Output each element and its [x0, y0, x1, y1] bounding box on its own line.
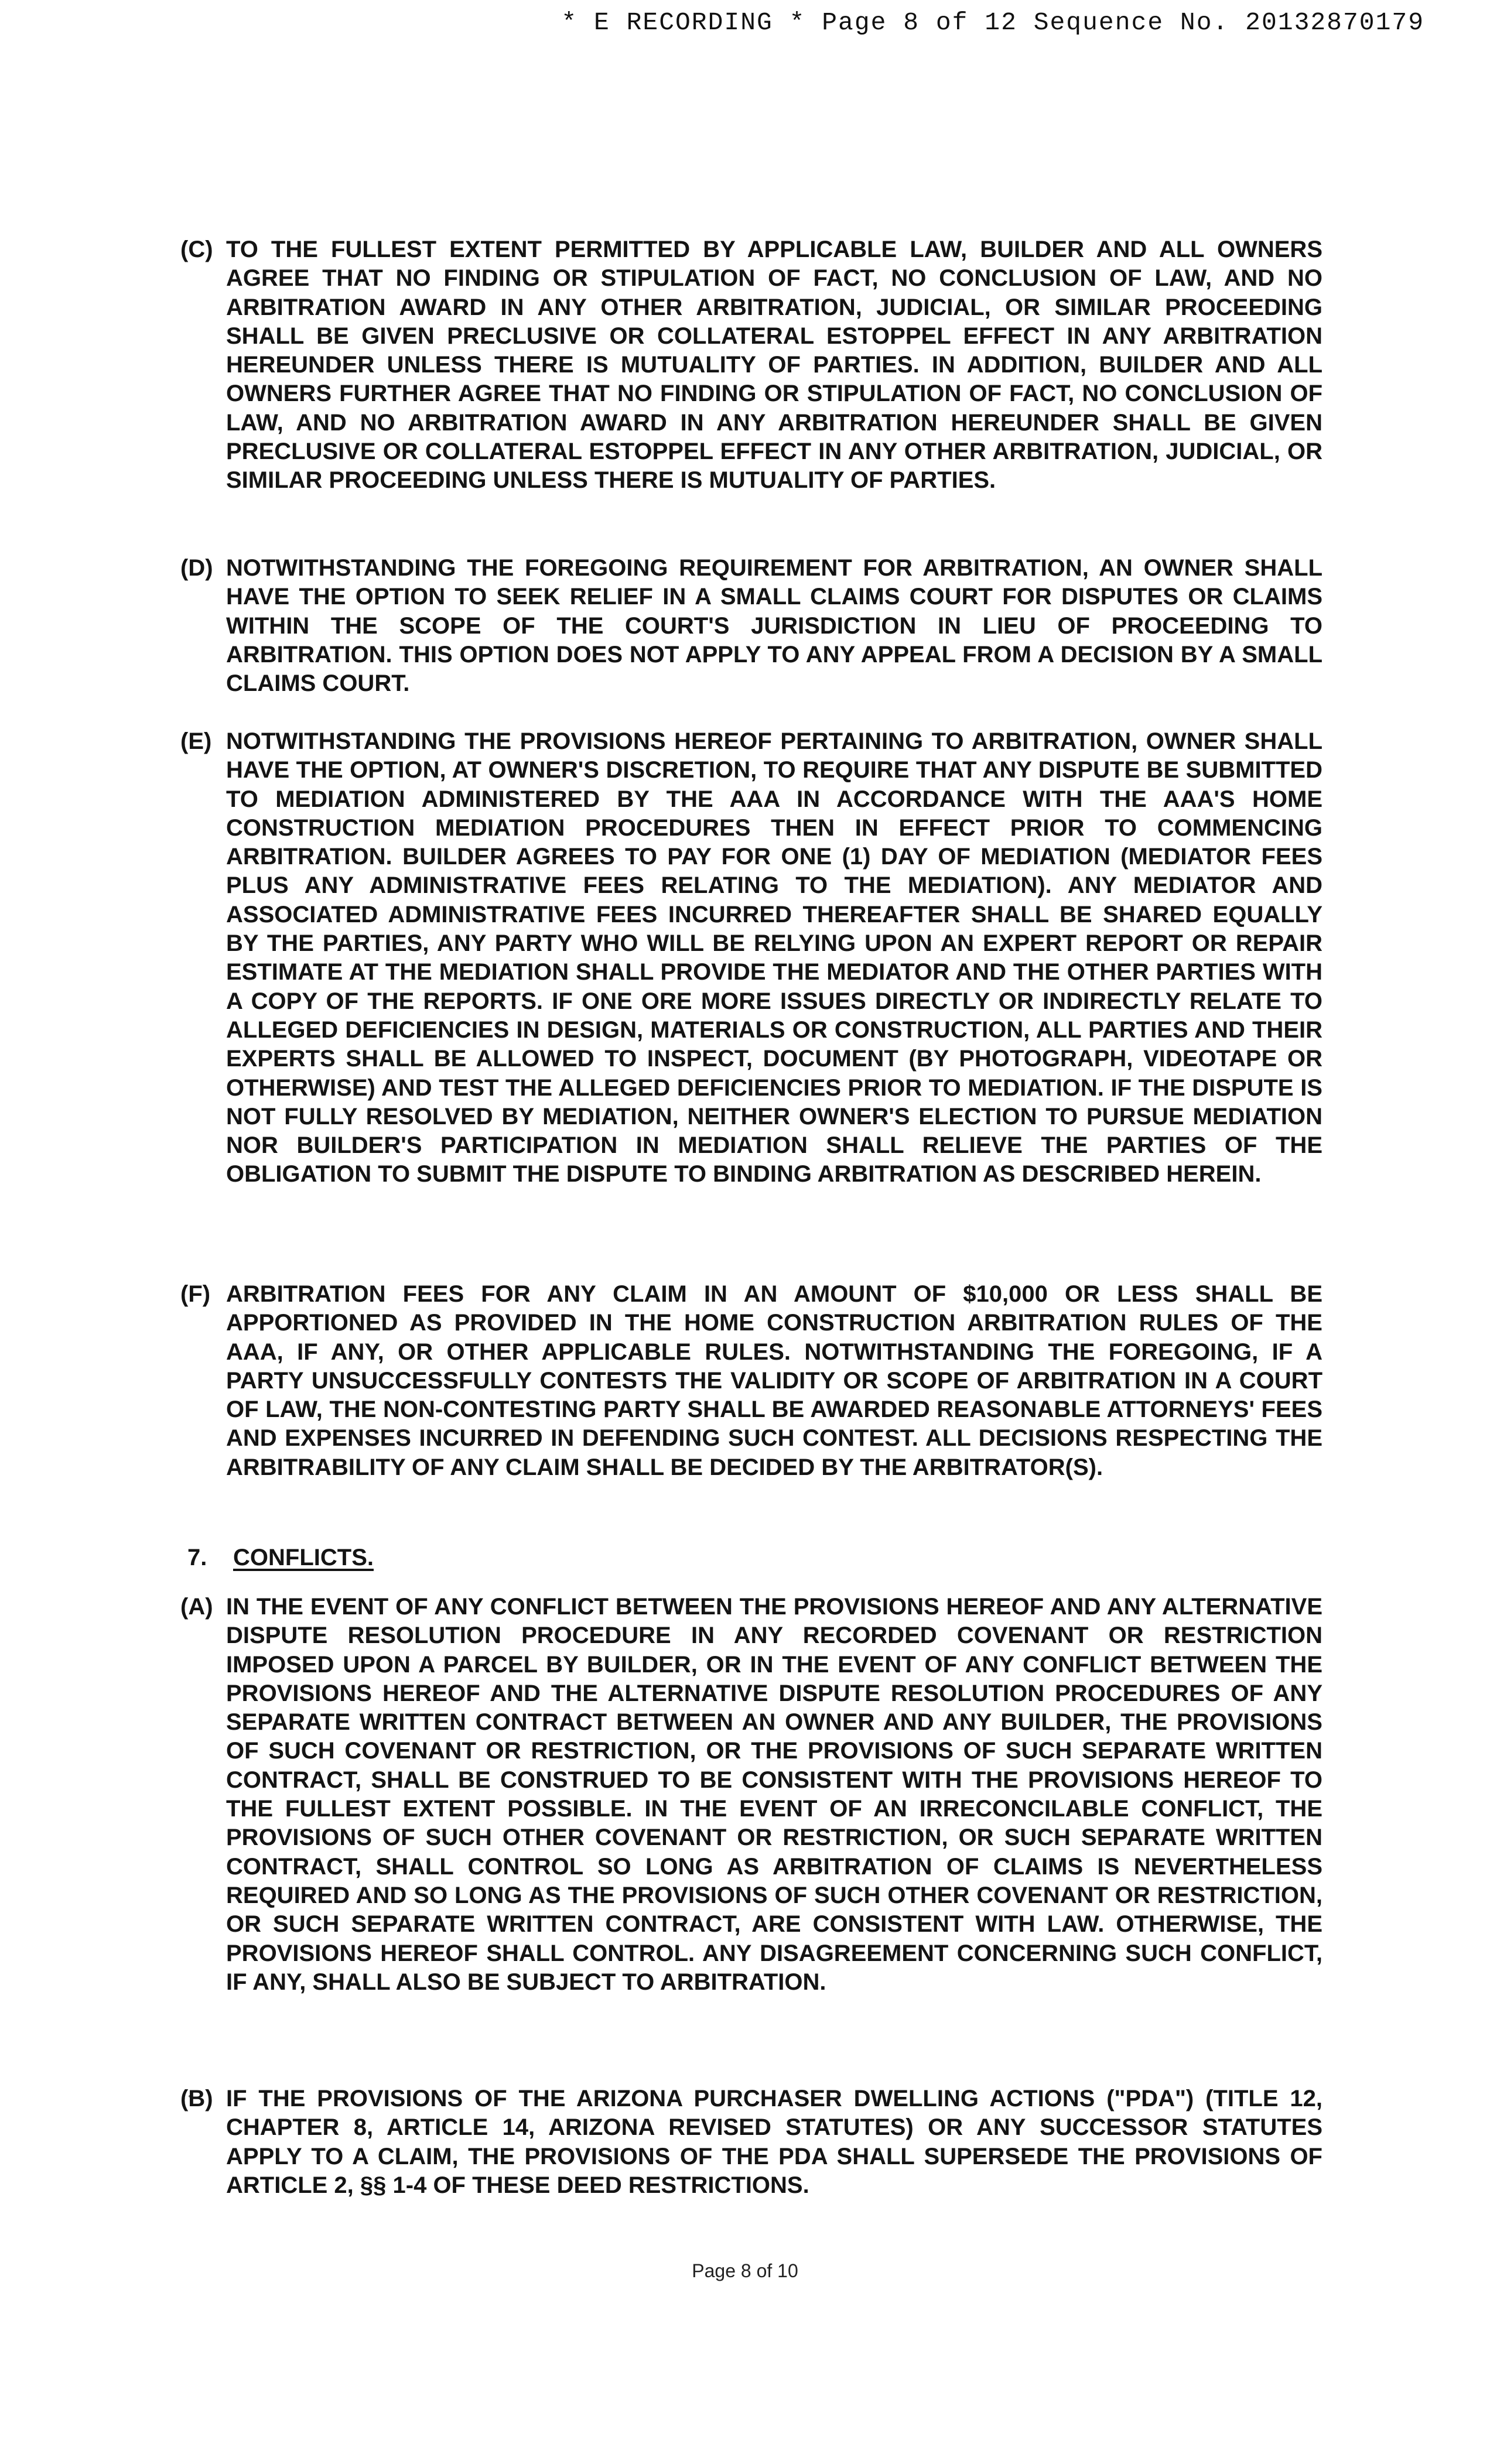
paragraph-label: (D) — [180, 555, 213, 581]
section-heading — [187, 1544, 374, 1572]
paragraph-d — [180, 554, 1322, 698]
paragraph-7a — [180, 1593, 1322, 1997]
recording-header: * E RECORDING * Page 8 of 12 Sequence No. 20132870179 — [561, 8, 1424, 37]
paragraph-7b — [180, 2085, 1322, 2200]
paragraph-text: TO THE FULLEST EXTENT PERMITTED BY APPLICABLE LAW, BUILDER AND ALL OWNERS AGREE THAT NO FINDING OR STIPULATION OF FACT, NO CONCLUSION OF LAW, AND NO ARBITRATION AWARD IN ANY OTHER ARBITRATION, JUDICIAL, OR SIMILAR PROCEEDING SHALL BE GIVEN PRECLUSIVE OR COLLATERAL ESTOPPEL EFFECT IN ANY ARBITRATION HEREUNDER UNLESS THERE IS MUTUALITY OF PARTIES. IN ADDITION, BUILDER AND ALL OWNERS FURTHER AGREE THAT NO FINDING OR STIPULATION OF FACT, NO CONCLUSION OF LAW, AND NO ARBITRATION AWARD IN ANY ARBITRATION HEREUNDER SHALL BE GIVEN PRECLUSIVE OR COLLATERAL ESTOPPEL EFFECT IN ANY OTHER ARBITRATION, JUDICIAL, OR SIMILAR PROCEEDING UNLESS THERE IS MUTUALITY OF PARTIES. — [226, 237, 1322, 494]
paragraph-text: IN THE EVENT OF ANY CONFLICT BETWEEN THE PROVISIONS HEREOF AND ANY ALTERNATIVE DISPUTE RESOLUTION PROCEDURE IN ANY RECORDED COVENANT OR RESTRICTION IMPOSED UPON A PARCEL BY BUILDER, OR IN THE EVENT OF ANY CONFLICT BETWEEN THE PROVISIONS HEREOF AND THE ALTERNATIVE DISPUTE RESOLUTION PROCEDURES OF ANY SEPARATE WRITTEN CONTRACT BETWEEN AN OWNER AND ANY BUILDER, THE PROVISIONS OF SUCH COVENANT OR RESTRICTION, OR THE PROVISIONS OF SUCH SEPARATE WRITTEN CONTRACT, SHALL BE CONSTRUED TO BE CONSISTENT WITH THE PROVISIONS HEREOF TO THE FULLEST EXTENT POSSIBLE. IN THE EVENT OF AN IRRECONCILABLE CONFLICT, THE PROVISIONS OF SUCH OTHER COVENANT OR RESTRICTION, OR SUCH SEPARATE WRITTEN CONTRACT, SHALL CONTROL SO LONG AS ARBITRATION OF CLAIMS IS NEVERTHELESS REQUIRED AND SO LONG AS THE PROVISIONS OF SUCH OTHER COVENANT OR RESTRICTION, OR SUCH SEPARATE WRITTEN CONTRACT, ARE CONSISTENT WITH LAW. OTHERWISE, THE PROVISIONS HEREOF SHALL CONTROL. ANY DISAGREEMENT CONCERNING SUCH CONFLICT, IF ANY, SHALL ALSO BE SUBJECT TO ARBITRATION. — [226, 1594, 1322, 1995]
paragraph-c — [180, 235, 1322, 495]
paragraph-text: ARBITRATION FEES FOR ANY CLAIM IN AN AMOUNT OF $10,000 OR LESS SHALL BE APPORTIONED AS PROVIDED IN THE HOME CONSTRUCTION ARBITRATION RULES OF THE AAA, IF ANY, OR OTHER APPLICABLE RULES. NOTWITHSTANDING THE FOREGOING, IF A PARTY UNSUCCESSFULLY CONTESTS THE VALIDITY OR SCOPE OF ARBITRATION IN A COURT OF LAW, THE NON-CONTESTING PARTY SHALL BE AWARDED REASONABLE ATTORNEYS' FEES AND EXPENSES INCURRED IN DEFENDING SUCH CONTEST. ALL DECISIONS RESPECTING THE ARBITRABILITY OF ANY CLAIM SHALL BE DECIDED BY THE ARBITRATOR(S). — [226, 1281, 1322, 1480]
page-footer: Page 8 of 10 — [692, 2260, 798, 2281]
section-number: 7. — [187, 1545, 207, 1570]
paragraph-e — [180, 727, 1322, 1189]
paragraph-text: NOTWITHSTANDING THE PROVISIONS HEREOF PERTAINING TO ARBITRATION, OWNER SHALL HAVE THE OPTION, AT OWNER'S DISCRETION, TO REQUIRE THAT ANY DISPUTE BE SUBMITTED TO MEDIATION ADMINISTERED BY THE AAA IN ACCORDANCE WITH THE AAA'S HOME CONSTRUCTION MEDIATION PROCEDURES THEN IN EFFECT PRIOR TO COMMENCING ARBITRATION. BUILDER AGREES TO PAY FOR ONE (1) DAY OF MEDIATION (MEDIATOR FEES PLUS ANY ADMINISTRATIVE FEES RELATING TO THE MEDIATION). ANY MEDIATOR AND ASSOCIATED ADMINISTRATIVE FEES INCURRED THEREAFTER SHALL BE SHARED EQUALLY BY THE PARTIES, ANY PARTY WHO WILL BE RELYING UPON AN EXPERT REPORT OR REPAIR ESTIMATE AT THE MEDIATION SHALL PROVIDE THE MEDIATOR AND THE OTHER PARTIES WITH A COPY OF THE REPORTS. IF ONE ORE MORE ISSUES DIRECTLY OR INDIRECTLY RELATE TO ALLEGED DEFICIENCIES IN DESIGN, MATERIALS OR CONSTRUCTION, ALL PARTIES AND THEIR EXPERTS SHALL BE ALLOWED TO INSPECT, DOCUMENT (BY PHOTOGRAPH, VIDEOTAPE OR OTHERWISE) AND TEST THE ALLEGED DEFICIENCIES PRIOR TO MEDIATION. IF THE DISPUTE IS NOT FULLY RESOLVED BY MEDIATION, NEITHER OWNER'S ELECTION TO PURSUE MEDIATION NOR BUILDER'S PARTICIPATION IN MEDIATION SHALL RELIEVE THE PARTIES OF THE OBLIGATION TO SUBMIT THE DISPUTE TO BINDING ARBITRATION AS DESCRIBED HEREIN. — [226, 728, 1322, 1187]
paragraph-label: (B) — [180, 2086, 213, 2111]
paragraph-label: (F) — [180, 1281, 211, 1307]
paragraph-label: (C) — [180, 237, 213, 262]
paragraph-text: NOTWITHSTANDING THE FOREGOING REQUIREMENT FOR ARBITRATION, AN OWNER SHALL HAVE THE OPTION TO SEEK RELIEF IN A SMALL CLAIMS COURT FOR DISPUTES OR CLAIMS WITHIN THE SCOPE OF THE COURT'S JURISDICTION IN LIEU OF PROCEEDING TO ARBITRATION. THIS OPTION DOES NOT APPLY TO ANY APPEAL FROM A DECISION BY A SMALL CLAIMS COURT. — [226, 555, 1322, 697]
paragraph-label: (A) — [180, 1594, 213, 1620]
paragraph-text: IF THE PROVISIONS OF THE ARIZONA PURCHASER DWELLING ACTIONS ("PDA") (TITLE 12, CHAPTER 8, ARTICLE 14, ARIZONA REVISED STATUTES) OR ANY SUCCESSOR STATUTES APPLY TO A CLAIM, THE PROVISIONS OF THE PDA SHALL SUPERSEDE THE PROVISIONS OF ARTICLE 2, §§ 1-4 OF THESE DEED RESTRICTIONS. — [226, 2086, 1322, 2198]
section-title: CONFLICTS. — [233, 1545, 374, 1570]
paragraph-label: (E) — [180, 728, 212, 754]
paragraph-f — [180, 1280, 1322, 1482]
